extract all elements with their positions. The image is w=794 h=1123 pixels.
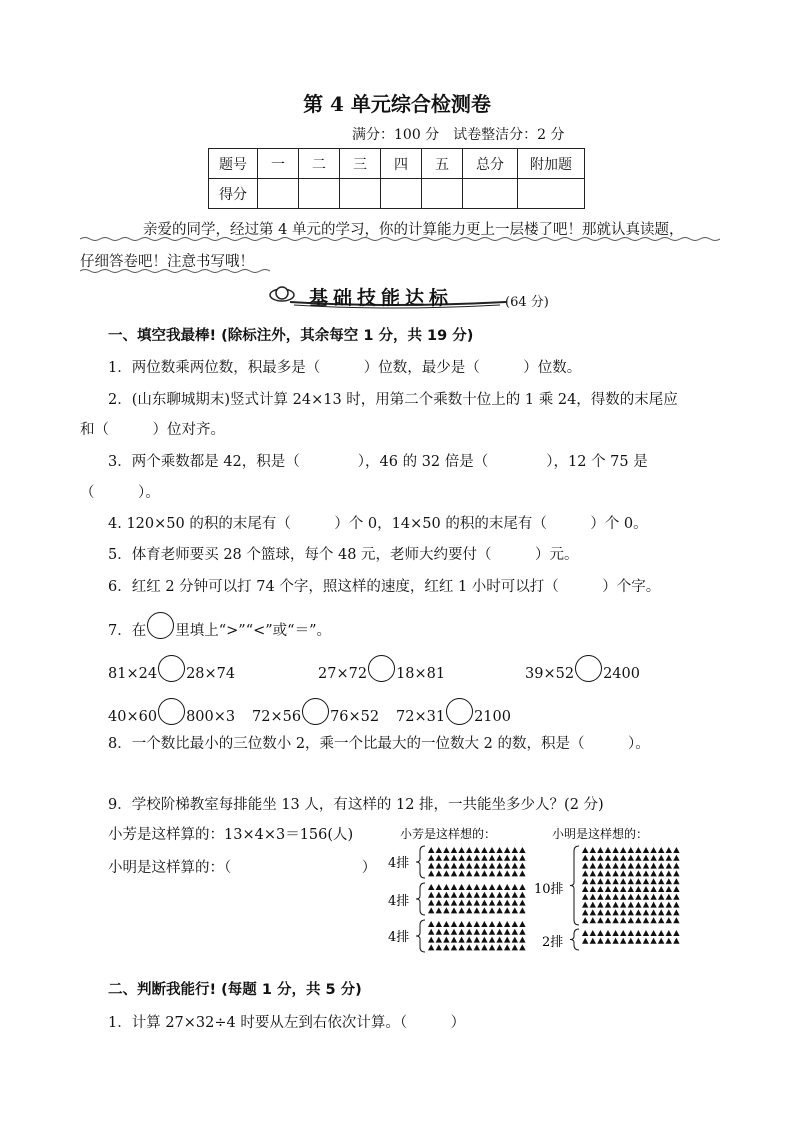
table-cell: 二 xyxy=(299,149,340,179)
compare-right: 28×74 xyxy=(186,666,236,682)
question-1: 1．两位数乘两位数，积最多是（ ）位数，最少是（ ）位数。 xyxy=(108,360,582,376)
compare-right: 18×81 xyxy=(396,666,446,682)
banner-score: (64 分) xyxy=(505,295,549,310)
answer-circle[interactable] xyxy=(446,698,473,725)
seating-figure xyxy=(388,824,688,954)
row-label: 4排 xyxy=(388,930,410,945)
table-cell: 五 xyxy=(422,149,463,179)
score-table xyxy=(208,148,585,209)
figure-left-title: 小芳是这样想的： xyxy=(400,827,497,841)
compare-right: 800×3 xyxy=(186,709,236,725)
answer-circle[interactable] xyxy=(302,698,329,725)
section-1-heading: 一、填空我最棒! (除标注外，其余每空 1 分，共 19 分) xyxy=(108,328,474,344)
compare-item xyxy=(318,655,445,682)
table-cell: 总分 xyxy=(463,149,518,179)
compare-left: 27×72 xyxy=(318,666,368,682)
compare-left: 72×56 xyxy=(252,709,302,725)
question-7-suffix: 里填上“>”“<”或“＝”。 xyxy=(175,623,332,639)
seat-grid xyxy=(582,930,680,944)
compare-left: 72×31 xyxy=(396,709,446,725)
compare-item xyxy=(252,698,379,725)
compare-right: 2100 xyxy=(474,709,511,725)
table-row xyxy=(209,149,585,179)
seat-grid xyxy=(428,921,526,950)
brace-mark xyxy=(570,846,579,925)
compare-item xyxy=(108,655,235,682)
row-label: 4排 xyxy=(388,894,410,909)
question-2-line-2: 和（ ）位对齐。 xyxy=(80,422,225,438)
wavy-underline xyxy=(80,236,720,242)
table-cell: 三 xyxy=(340,149,381,179)
compare-left: 39×52 xyxy=(525,666,575,682)
judge-question-1: 1．计算 27×32÷4 时要从左到右依次计算。（ ） xyxy=(108,1015,466,1031)
question-3-line-2: （ ）。 xyxy=(80,485,160,501)
wavy-underline xyxy=(80,268,270,274)
circle-blank-icon xyxy=(147,612,174,639)
score-field[interactable] xyxy=(422,179,463,209)
brace-mark xyxy=(416,883,425,915)
intro-line-2: 仔细答卷吧！注意书写哦！ xyxy=(80,254,254,270)
question-7-prefix: 7．在 xyxy=(108,623,147,639)
table-cell: 得分 xyxy=(209,179,258,209)
answer-circle[interactable] xyxy=(368,655,395,682)
banner-title: 基础技能达标 xyxy=(309,287,454,309)
question-5: 5．体育老师要买 28 个篮球，每个 48 元，老师大约要付（ ）元。 xyxy=(108,547,579,563)
compare-item xyxy=(108,698,235,725)
score-field[interactable] xyxy=(258,179,299,209)
question-2-line-1: 2．(山东聊城期末)竖式计算 24×13 时，用第二个乘数十位上的 1 乘 24，得数的末尾应 xyxy=(108,392,678,408)
compare-item xyxy=(396,698,511,725)
table-cell: 题号 xyxy=(209,149,258,179)
brace-mark xyxy=(416,846,425,878)
table-row xyxy=(209,179,585,209)
row-label: 4排 xyxy=(388,856,410,871)
seat-grid xyxy=(428,847,526,876)
compare-item xyxy=(525,655,640,682)
seat-grid xyxy=(582,847,680,923)
row-label: 10排 xyxy=(534,882,564,897)
answer-circle[interactable] xyxy=(158,698,185,725)
brace-mark xyxy=(416,920,425,952)
table-cell: 附加题 xyxy=(518,149,585,179)
page-title: 第 4 单元综合检测卷 xyxy=(303,92,491,116)
compare-right: 2400 xyxy=(603,666,640,682)
score-field[interactable] xyxy=(340,179,381,209)
compare-right: 76×52 xyxy=(330,709,380,725)
seat-grid xyxy=(428,884,526,913)
section-2-heading: 二、判断我能行! (每题 1 分，共 5 分) xyxy=(108,982,362,998)
answer-circle[interactable] xyxy=(158,655,185,682)
intro-line-1: 亲爱的同学，经过第 4 单元的学习，你的计算能力更上一层楼了吧！那就认真读题， xyxy=(143,222,684,238)
figure-right-title: 小明是这样想的： xyxy=(552,827,649,841)
compare-left: 81×24 xyxy=(108,666,158,682)
score-field[interactable] xyxy=(463,179,518,209)
question-9: 9．学校阶梯教室每排能坐 13 人，有这样的 12 排，一共能坐多少人？(2 分) xyxy=(108,797,604,813)
compare-left: 40×60 xyxy=(108,709,158,725)
score-field[interactable] xyxy=(299,179,340,209)
row-label: 2排 xyxy=(542,935,564,950)
score-field[interactable] xyxy=(518,179,585,209)
question-3-line-1: 3．两个乘数都是 42，积是（ ），46 的 32 倍是（ ），12 个 75 是 xyxy=(108,454,648,470)
answer-circle[interactable] xyxy=(575,655,602,682)
question-9-ming: 小明是这样算的：（ ） xyxy=(108,860,377,876)
score-info: 满分：100 分 试卷整洁分：2 分 xyxy=(352,127,565,143)
score-field[interactable] xyxy=(381,179,422,209)
table-cell: 四 xyxy=(381,149,422,179)
question-6: 6．红红 2 分钟可以打 74 个字，照这样的速度，红红 1 小时可以打（ ）个字。 xyxy=(108,579,661,595)
question-7 xyxy=(108,612,331,640)
question-4: 4. 120×50 的积的末尾有（ ）个 0，14×50 的积的末尾有（ ）个 0。 xyxy=(108,516,648,532)
question-8: 8．一个数比最小的三位数小 2，乘一个比最大的一位数大 2 的数，积是（ ）。 xyxy=(108,736,650,752)
brace-mark xyxy=(570,929,579,950)
question-9-fang: 小芳是这样算的：13×4×3＝156(人) xyxy=(108,827,354,843)
table-cell: 一 xyxy=(258,149,299,179)
